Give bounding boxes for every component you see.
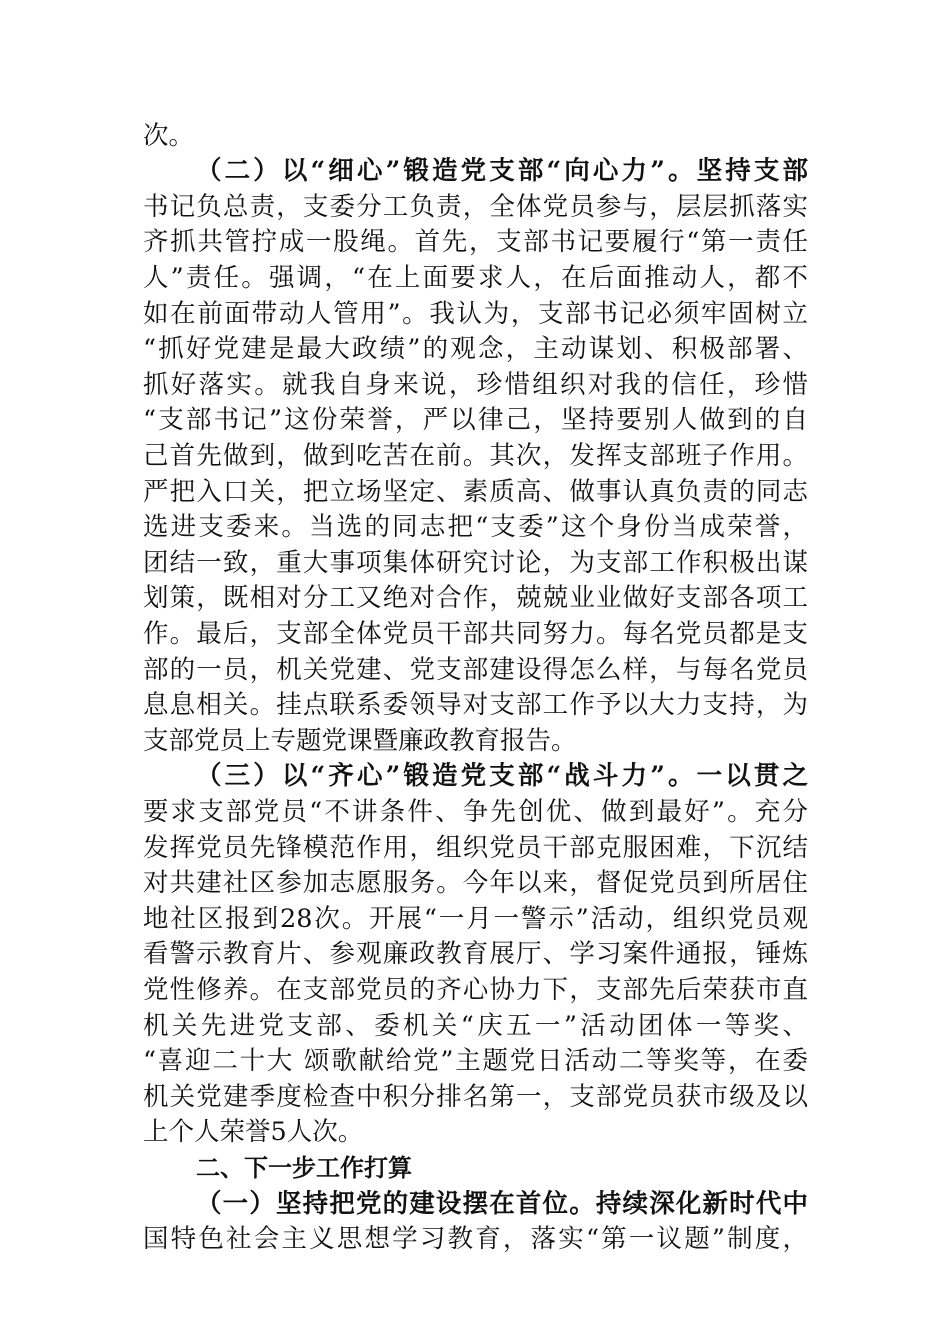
text-line: 对共建社区参加志愿服务。今年以来，督促党员到所居住 <box>143 868 808 898</box>
text-line: 机关党建季度检查中积分排名第一，支部党员获市级及以 <box>143 1082 808 1112</box>
text-line: 发挥党员先锋模范作用，组织党员干部克服困难，下沉结 <box>143 833 808 863</box>
text-line: 上个人荣誉5人次。 <box>143 1117 364 1147</box>
text-line: 书记负总责，支委分工负责，全体党员参与，层层抓落实 <box>143 192 808 222</box>
text-line: 机关先进党支部、委机关“庆五一”活动团体一等奖、 <box>143 1011 808 1041</box>
text-line: 国特色社会主义思想学习教育，落实“第一议题”制度， <box>143 1224 808 1254</box>
text-line: 齐抓共管拧成一股绳。首先，支部书记要履行“第一责任 <box>143 227 808 257</box>
text-line: 团结一致，重大事项集体研究讨论，为支部工作积极出谋 <box>143 548 808 578</box>
text-line: 党性修养。在支部党员的齐心协力下，支部先后荣获市直 <box>143 975 808 1005</box>
text-line: 作。最后，支部全体党员干部共同努力。每名党员都是支 <box>143 619 808 649</box>
text-line: 支部党员上专题党课暨廉政教育报告。 <box>143 726 577 756</box>
text-line: 次。 <box>143 121 195 151</box>
text-line: 严把入口关，把立场坚定、素质高、做事认真负责的同志 <box>143 477 808 507</box>
subheading-line: （二）以“细心”锻造党支部“向心力”。坚持支部 <box>196 156 808 186</box>
text-line: 要求支部党员“不讲条件、争先创优、做到最好”。充分 <box>143 797 808 827</box>
text-line: 息息相关。挂点联系委领导对支部工作予以大力支持，为 <box>143 690 808 720</box>
text-line: “抓好党建是最大政绩”的观念，主动谋划、积极部署、 <box>143 334 808 364</box>
text-line: 抓好落实。就我自身来说，珍惜组织对我的信任，珍惜 <box>143 370 808 400</box>
text-line: 选进支委来。当选的同志把“支委”这个身份当成荣誉， <box>143 512 808 542</box>
subheading-line: （三）以“齐心”锻造党支部“战斗力”。一以贯之 <box>196 761 808 791</box>
text-line: 划策，既相对分工又绝对合作，兢兢业业做好支部各项工 <box>143 583 808 613</box>
text-line: 地社区报到28次。开展“一月一警示”活动，组织党员观 <box>143 904 808 934</box>
text-line: 部的一员，机关党建、党支部建设得怎么样，与每名党员 <box>143 655 808 685</box>
text-line: “支部书记”这份荣誉，严以律己，坚持要别人做到的自 <box>143 405 808 435</box>
text-line: 己首先做到，做到吃苦在前。其次，发挥支部班子作用。 <box>143 441 808 471</box>
subheading-line: （一）坚持把党的建设摆在首位。持续深化新时代中 <box>196 1189 808 1219</box>
section-heading: 二、下一步工作打算 <box>196 1154 412 1182</box>
text-line: “喜迎二十大 颂歌献给党”主题党日活动二等奖等，在委 <box>143 1046 808 1076</box>
text-line: 人”责任。强调，“在上面要求人，在后面推动人，都不 <box>143 263 808 293</box>
text-line: 看警示教育片、参观廉政教育展厅、学习案件通报，锤炼 <box>143 939 808 969</box>
text-line: 如在前面带动人管用”。我认为，支部书记必须牢固树立 <box>143 299 808 329</box>
